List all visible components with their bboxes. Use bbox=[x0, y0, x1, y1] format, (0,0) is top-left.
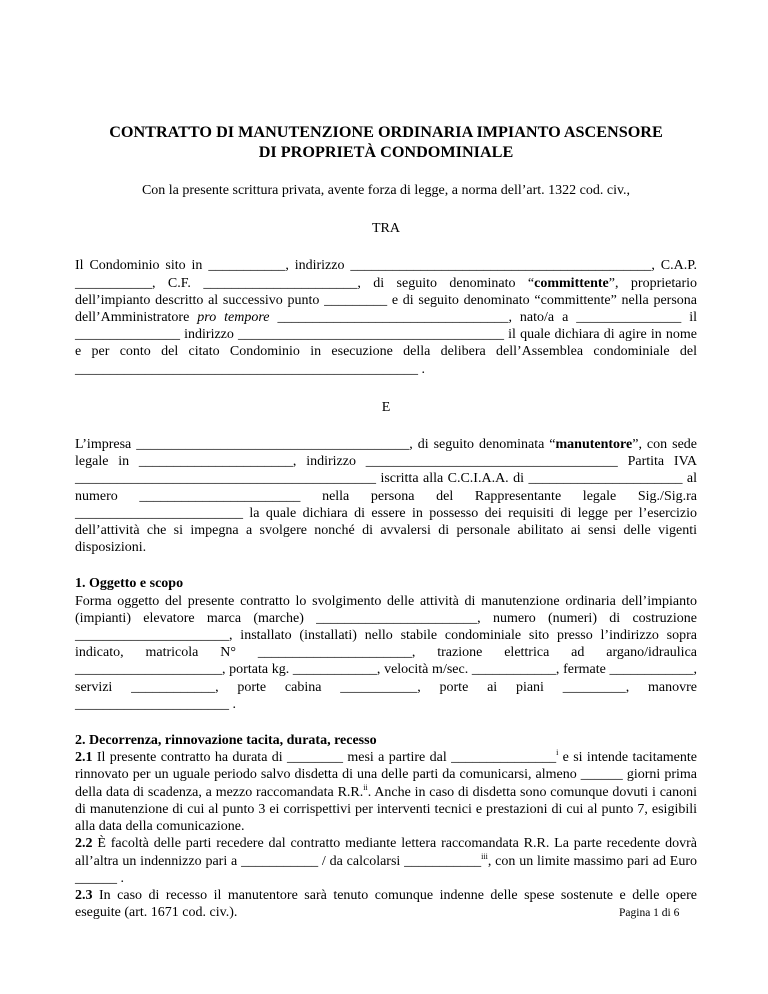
document-body bbox=[75, 122, 697, 921]
clause-2-3: 2.3 In caso di recesso il manutentore sarà tenuto comunque indenne delle spese sostenute e delle opere eseguite (art. 1671 cod. civ.). bbox=[75, 887, 697, 921]
tra-heading: TRA bbox=[372, 221, 400, 237]
section-1-body: Forma oggetto del presente contratto lo svolgimento delle attività di manutenzione ordinaria dell’impianto (impianti) elevatore marca (marche) _______________________, numero (numeri) di costruzione ______________________, installato (installati) nello stabile condominiale sito presso l’indirizzo sopra indicato, matricola N° ______________________, trazione elettrica ad argano/idraulica _____________________, portata kg. ____________, velocità m/sec. ____________, fermate ____________, servizi ____________, porte cabina ___________, porte ai piani _________, manovre ______________________ . bbox=[75, 593, 697, 712]
committente-paragraph: Il Condominio sito in ___________, indirizzo ___________________________________________, C.A.P. ___________, C.F. ______________________, di seguito denominato “committente”, proprietario dell’impianto descritto al successivo punto _________ e di seguito denominato “committente” nella persona dell’Amministratore pro tempore _________________________________, nato/a a _______________ il _______________ indirizzo ______________________________________ il quale dichiara di agire in nome e per conto del citato Condominio in esecuzione della delibera dell’Assemblea condominiale del _________________________________________________ . bbox=[75, 258, 697, 377]
endnote-ref-iii[interactable]: iii bbox=[481, 851, 488, 861]
section-2-heading: 2. Decorrenza, rinnovazione tacita, durata, recesso bbox=[75, 733, 377, 749]
endnote-ref-ii[interactable]: ii bbox=[363, 782, 368, 792]
document-title-line-2: DI PROPRIETÀ CONDOMINIALE bbox=[258, 143, 514, 161]
section-1 bbox=[75, 575, 697, 713]
endnote-ref-i[interactable]: i bbox=[556, 748, 559, 758]
section-1-heading: 1. Oggetto e scopo bbox=[75, 576, 184, 592]
document-title-line-1: CONTRATTO DI MANUTENZIONE ORDINARIA IMPIANTO ASCENSORE bbox=[109, 123, 663, 141]
e-heading: E bbox=[381, 399, 391, 415]
clause-2-1: 2.1 Il presente contratto ha durata di ________ mesi a partire dal _______________$^i$ e si intende tacitamente rinnovato per un uguale periodo salvo disdetta di una delle parti da comunicarsi, almeno ______ giorni prima della data di scadenza, a mezzo raccomandata R.R.$^{ii}$. Anche in caso di disdetta sono comunque dovuti i canoni di manutenzione di cui al punto 3 ei corrispettivi per interventi tecnici e prestazioni di cui al punto 7, esigibili alla data della comunicazione. bbox=[75, 748, 698, 835]
manutentore-paragraph: L’impresa _______________________________________, di seguito denominata “manutentore”, con sede legale in ______________________, indirizzo ____________________________________ Partita IVA ___________________________________________ iscritta alla C.C.I.A.A. di ______________________ al numero _______________________ nella persona del Rappresentante legale Sig./Sig.ra ________________________ la quale dichiara di essere in possesso dei requisiti di legge per l’esercizio dell’attività che si impegna a svolgere nonché di avvalersi di personale abilitato ai sensi delle vigenti disposizioni. bbox=[75, 437, 697, 556]
page-number-footer: Pagina 1 di 6 bbox=[619, 907, 680, 919]
section-2 bbox=[75, 732, 697, 921]
intro-paragraph: Con la presente scrittura privata, avente forza di legge, a norma dell’art. 1322 cod. civ., bbox=[141, 183, 631, 198]
clause-2-2: 2.2 È facoltà delle parti recedere dal contratto mediante lettera raccomandata R.R. La parte recedente dovrà all’altra un indennizzo pari a ___________ / da calcolarsi ___________$^{iii}$, con un limite massimo pari ad Euro ______ . bbox=[75, 836, 697, 886]
